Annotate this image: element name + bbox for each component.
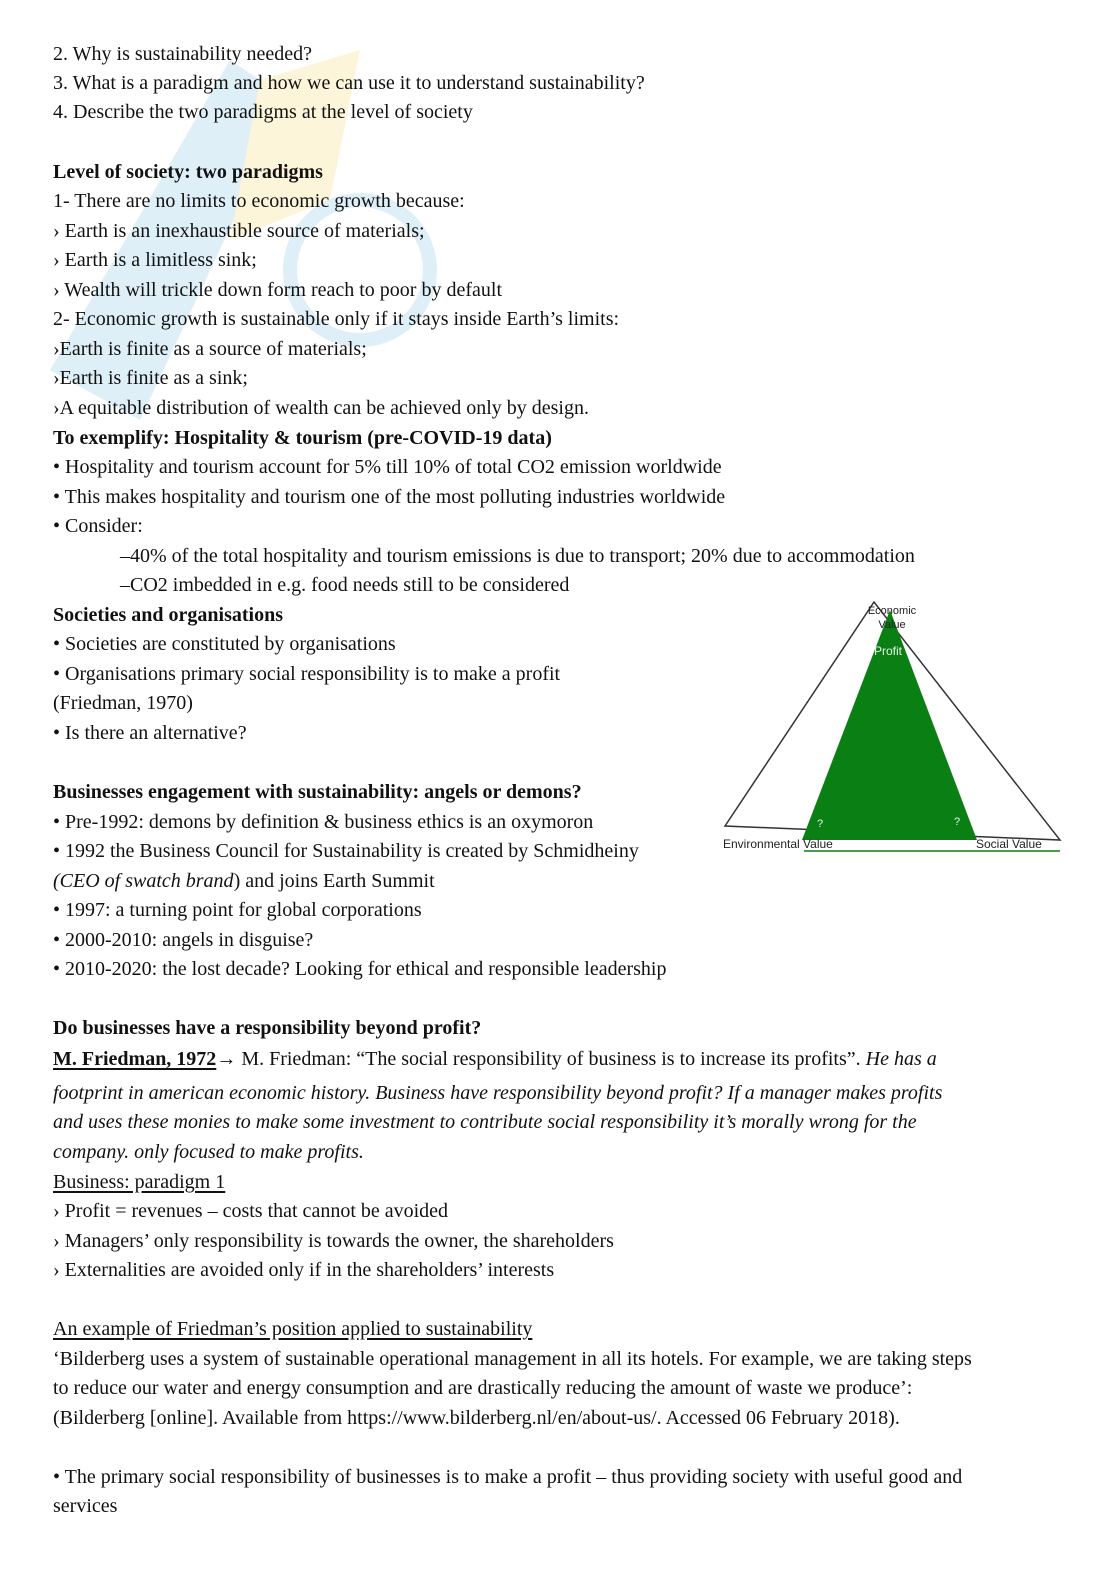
question-mark-right: ?	[954, 816, 961, 828]
example-heading: An example of Friedman’s position applied to sustainability	[53, 1318, 533, 1340]
society-heading: Level of society: two paradigms	[53, 161, 323, 183]
engagement-line: • 1992 the Business Council for Sustainability is created by Schmidheiny	[53, 840, 639, 862]
tourism-line: • Consider:	[53, 515, 143, 537]
environmental-value-label: Environmental Value	[723, 837, 833, 851]
economic-value-label: Economic Value	[867, 605, 917, 631]
organisations-line: • Organisations primary social responsibility is to make a profit	[53, 663, 561, 685]
organisations-line: • Societies are constituted by organisations	[53, 633, 396, 655]
notes-italic: He has a	[865, 1048, 937, 1070]
engagement-line: • Pre-1992: demons by definition & business ethics is an oxymoron	[53, 811, 594, 833]
closing-line: services	[53, 1495, 118, 1517]
society-line: 2- Economic growth is sustainable only if it stays inside Earth’s limits:	[53, 308, 620, 330]
arrow-icon: →	[216, 1048, 237, 1070]
society-line: 1- There are no limits to economic growth because:	[53, 190, 465, 212]
notes-italic-line: and uses these monies to make some investment to contribute social responsibility it’s morally wrong for the	[53, 1111, 917, 1133]
responsibility-heading: Do businesses have a responsibility beyond profit?	[53, 1017, 482, 1039]
tourism-line: • This makes hospitality and tourism one of the most polluting industries worldwide	[53, 486, 726, 508]
society-line: › Earth is a limitless sink;	[53, 249, 257, 271]
question-4: 4. Describe the two paradigms at the level of society	[53, 101, 473, 123]
value-triangle-diagram	[722, 598, 1062, 858]
question-mark-left: ?	[817, 818, 824, 830]
example-line: to reduce our water and energy consumption and are drastically reducing the amount of waste we produce’:	[53, 1377, 913, 1399]
engagement-line: • 2010-2020: the lost decade? Looking for ethical and responsible leadership	[53, 958, 667, 980]
organisations-line: (Friedman, 1970)	[53, 692, 193, 714]
question-3: 3. What is a paradigm and how we can use it to understand sustainability?	[53, 72, 645, 94]
example-line: (Bilderberg [online]. Available from https://www.bilderberg.nl/en/about-us/. Accessed 06 February 2018).	[53, 1407, 900, 1429]
society-line: ›Earth is finite as a source of materials;	[53, 338, 367, 360]
paradigm1-line: › Profit = revenues – costs that cannot be avoided	[53, 1200, 449, 1222]
engagement-line	[53, 868, 435, 894]
triangle-graphic	[722, 598, 1062, 858]
engagement-text: ) and joins Earth Summit	[233, 870, 435, 892]
friedman-quote: M. Friedman: “The social responsibility of business is to increase its profits”.	[236, 1048, 866, 1070]
tourism-heading: To exemplify: Hospitality & tourism (pre-COVID-19 data)	[53, 427, 552, 449]
profit-label: Profit	[874, 644, 903, 658]
engagement-line: • 2000-2010: angels in disguise?	[53, 929, 314, 951]
paradigm1-line: › Externalities are avoided only if in the shareholders’ interests	[53, 1259, 555, 1281]
society-line: › Wealth will trickle down form reach to poor by default	[53, 279, 502, 301]
engagement-line: • 1997: a turning point for global corporations	[53, 899, 422, 921]
organisations-heading: Societies and organisations	[53, 604, 284, 626]
society-line: › Earth is an inexhaustible source of materials;	[53, 220, 425, 242]
notes-italic-line: footprint in american economic history. Business have responsibility beyond profit? If a manager makes profits	[53, 1082, 943, 1104]
example-line: ‘Bilderberg uses a system of sustainable operational management in all its hotels. For example, we are taking steps	[53, 1348, 972, 1370]
engagement-heading: Businesses engagement with sustainability: angels or demons?	[53, 781, 582, 803]
paradigm1-line: › Managers’ only responsibility is towards the owner, the shareholders	[53, 1230, 614, 1252]
notes-italic-line: company. only focused to make profits.	[53, 1141, 364, 1163]
friedman-reference: M. Friedman, 1972	[53, 1048, 217, 1070]
tourism-subline: –40% of the total hospitality and tourism emissions is due to transport; 20% due to accommodation	[120, 545, 915, 567]
tourism-line: • Hospitality and tourism account for 5% till 10% of total CO2 emission worldwide	[53, 456, 722, 478]
social-value-label: Social Value	[976, 837, 1042, 851]
engagement-italic: (CEO of swatch brand	[53, 870, 234, 892]
organisations-line: • Is there an alternative?	[53, 722, 247, 744]
paradigm1-heading: Business: paradigm 1	[53, 1171, 226, 1193]
tourism-subline: –CO2 imbedded in e.g. food needs still to be considered	[120, 574, 570, 596]
closing-line: • The primary social responsibility of businesses is to make a profit – thus providing society with useful good and	[53, 1466, 963, 1488]
responsibility-line	[53, 1046, 937, 1072]
society-line: ›Earth is finite as a sink;	[53, 367, 248, 389]
question-2: 2. Why is sustainability needed?	[53, 43, 313, 65]
society-line: ›A equitable distribution of wealth can be achieved only by design.	[53, 397, 589, 419]
